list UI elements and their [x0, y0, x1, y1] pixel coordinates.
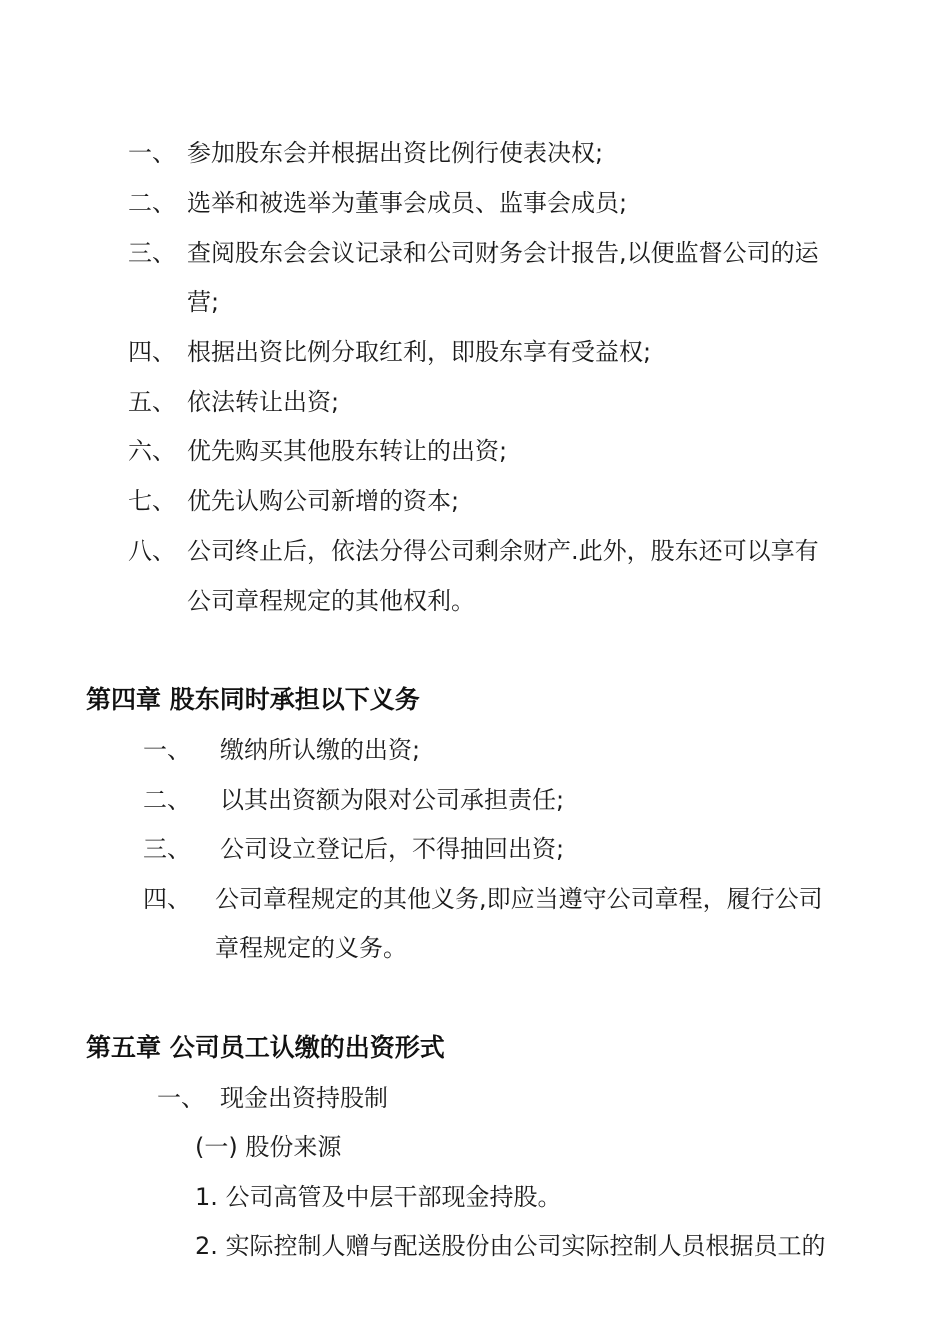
list-item-text: 现金出资持股制: [220, 1084, 388, 1112]
list-number: 八、: [128, 537, 176, 565]
subsection-heading: (一) 股份来源: [195, 1133, 342, 1161]
list-item-text: 参加股东会并根据出资比例行使表决权;: [187, 139, 604, 167]
list-number: 一、: [143, 736, 191, 764]
list-item-text: 公司设立登记后，不得抽回出资;: [220, 835, 565, 863]
list-number: 一、: [157, 1084, 205, 1112]
list-item-text-continued: 营;: [187, 288, 220, 316]
chapter-4-heading: 第四章 股东同时承担以下义务: [86, 685, 420, 714]
list-number: 一、: [128, 139, 176, 167]
list-number: 二、: [143, 786, 191, 814]
list-item-text: 优先认购公司新增的资本;: [187, 487, 460, 515]
list-number: 六、: [128, 437, 176, 465]
chapter-5-heading: 第五章 公司员工认缴的出资形式: [86, 1033, 445, 1062]
list-item-text-continued: 章程规定的义务。: [215, 934, 407, 962]
list-item-text: 以其出资额为限对公司承担责任;: [220, 786, 565, 814]
list-item-text: 缴纳所认缴的出资;: [220, 736, 421, 764]
list-item-text: 公司章程规定的其他义务,即应当遵守公司章程，履行公司: [215, 885, 823, 913]
list-number: 三、: [128, 239, 176, 267]
list-number: 五、: [128, 388, 176, 416]
list-number: 四、: [128, 338, 176, 366]
list-item-text: 公司终止后，依法分得公司剩余财产.此外，股东还可以享有: [187, 537, 819, 565]
list-item-text: 查阅股东会会议记录和公司财务会计报告,以便监督公司的运: [187, 239, 819, 267]
list-item-text: 依法转让出资;: [187, 388, 340, 416]
list-number: 四、: [143, 885, 191, 913]
list-item-text-continued: 公司章程规定的其他权利。: [187, 587, 475, 615]
list-item-text: 优先购买其他股东转让的出资;: [187, 437, 508, 465]
list-number: 三、: [143, 835, 191, 863]
list-number: 二、: [128, 189, 176, 217]
list-item-text: 选举和被选举为董事会成员、监事会成员;: [187, 189, 628, 217]
numbered-point: 2. 实际控制人赠与配送股份由公司实际控制人员根据员工的: [195, 1232, 826, 1260]
list-number: 七、: [128, 487, 176, 515]
numbered-point: 1. 公司高管及中层干部现金持股。: [195, 1183, 562, 1211]
list-item-text: 根据出资比例分取红利，即股东享有受益权;: [187, 338, 652, 366]
